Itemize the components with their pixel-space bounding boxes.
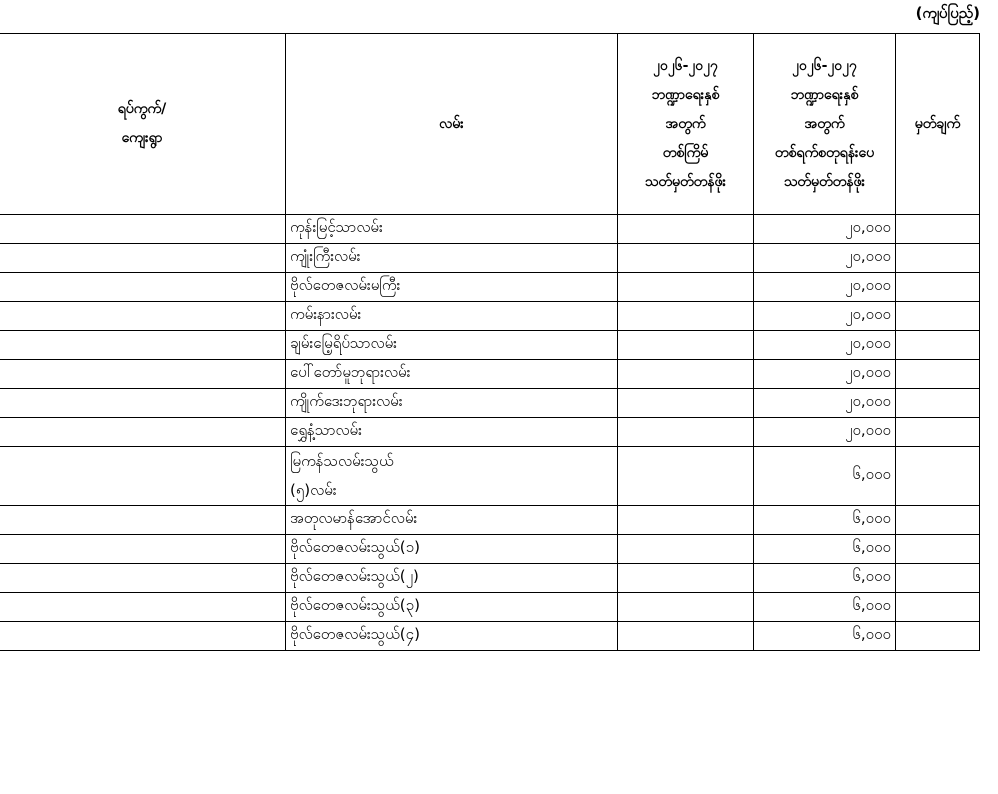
street-cell: ဗိုလ်တေဇလမ်းသွယ်(၁) — [286, 535, 618, 564]
ward-cell — [0, 389, 286, 418]
street-cell: ပေါ်တော်မူဘုရားလမ်း — [286, 360, 618, 389]
ward-cell — [0, 360, 286, 389]
header-street: လမ်း — [286, 34, 618, 215]
header-rate-per-day-line: ဘဏ္ဍာရေးနှစ် — [790, 86, 859, 103]
table-row — [0, 331, 980, 360]
rate-once-cell — [618, 302, 754, 331]
remark-cell — [896, 622, 980, 651]
header-rate-per-day-line: သတ်မှတ်တန်ဖိုး — [783, 173, 866, 190]
remark-cell — [896, 331, 980, 360]
remark-cell — [896, 418, 980, 447]
remark-cell — [896, 447, 980, 506]
remark-cell — [896, 535, 980, 564]
table-row — [0, 564, 980, 593]
table-row — [0, 506, 980, 535]
header-rate-once-line: ၂၀၂၆-၂၀၂၇ — [653, 57, 718, 74]
street-cell: ကျုံးကြီးလမ်း — [286, 244, 618, 273]
ward-cell — [0, 302, 286, 331]
rate-once-cell — [618, 273, 754, 302]
remark-cell — [896, 215, 980, 244]
rate-once-cell — [618, 535, 754, 564]
header-ward-line: ရပ်ကွက်/ — [117, 101, 167, 117]
street-cell: အတုလမာန်အောင်လမ်း — [286, 506, 618, 535]
remark-cell — [896, 273, 980, 302]
header-rate-per-day-line: တစ်ရက်စတုရန်းပေ — [774, 144, 875, 161]
header-rate-once-line: တစ်ကြိမ် — [662, 144, 709, 161]
street-cell: ကမ်းနားလမ်း — [286, 302, 618, 331]
table-row — [0, 418, 980, 447]
fee-table — [0, 33, 980, 651]
ward-cell — [0, 244, 286, 273]
header-row — [0, 34, 980, 215]
header-ward-line: ကျေးရွာ — [121, 130, 163, 146]
ward-cell — [0, 535, 286, 564]
table-row — [0, 389, 980, 418]
rate-per-day-cell: ၆,၀၀၀ — [754, 506, 896, 535]
ward-cell — [0, 273, 286, 302]
street-cell: ဗိုလ်တေဇလမ်းမကြီး — [286, 273, 618, 302]
rate-per-day-cell: ၂၀,၀၀၀ — [754, 215, 896, 244]
street-cell: ချမ်းမြေ့ရိပ်သာလမ်း — [286, 331, 618, 360]
header-rate-once-line: သတ်မှတ်တန်ဖိုး — [644, 173, 727, 190]
ward-cell — [0, 331, 286, 360]
street-cell — [286, 447, 618, 506]
street-cell-line: (၅)လမ်း — [290, 481, 337, 499]
table-row — [0, 622, 980, 651]
header-rate-per-day — [754, 34, 896, 215]
rate-once-cell — [618, 506, 754, 535]
rate-per-day-cell: ၂၀,၀၀၀ — [754, 360, 896, 389]
rate-once-cell — [618, 360, 754, 389]
street-cell: ကုန်းမြင့်သာလမ်း — [286, 215, 618, 244]
rate-per-day-cell: ၂၀,၀၀၀ — [754, 244, 896, 273]
table-row — [0, 244, 980, 273]
street-cell: ဗိုလ်တေဇလမ်းသွယ်(၄) — [286, 622, 618, 651]
rate-per-day-cell: ၆,၀၀၀ — [754, 564, 896, 593]
rate-per-day-cell: ၆,၀၀၀ — [754, 622, 896, 651]
header-rate-once-line: ဘဏ္ဍာရေးနှစ် — [651, 86, 720, 103]
rate-per-day-cell: ၆,၀၀၀ — [754, 593, 896, 622]
ward-cell — [0, 564, 286, 593]
rate-per-day-cell: ၆,၀၀၀ — [754, 535, 896, 564]
rate-per-day-cell: ၂၀,၀၀၀ — [754, 331, 896, 360]
street-cell: ကျိုက်ဒေးဘုရားလမ်း — [286, 389, 618, 418]
ward-cell — [0, 622, 286, 651]
remark-cell — [896, 360, 980, 389]
remark-cell — [896, 244, 980, 273]
table-row — [0, 302, 980, 331]
unit-label: (ကျပ်ပြည့်) — [915, 4, 980, 22]
header-rate-once-line: အတွက် — [665, 115, 706, 132]
table-row — [0, 215, 980, 244]
remark-cell — [896, 506, 980, 535]
street-cell-line: မြကန်သလမ်းသွယ် — [290, 452, 394, 470]
rate-once-cell — [618, 244, 754, 273]
remark-cell — [896, 593, 980, 622]
rate-per-day-cell: ၂၀,၀၀၀ — [754, 389, 896, 418]
rate-per-day-cell: ၂၀,၀၀၀ — [754, 302, 896, 331]
street-cell: ရွှေနံ့သာလမ်း — [286, 418, 618, 447]
rate-per-day-cell: ၆,၀၀၀ — [754, 447, 896, 506]
rate-once-cell — [618, 389, 754, 418]
remark-cell — [896, 302, 980, 331]
ward-cell — [0, 447, 286, 506]
header-rate-per-day-line: အတွက် — [804, 115, 845, 132]
ward-cell — [0, 593, 286, 622]
rate-once-cell — [618, 447, 754, 506]
header-remark: မှတ်ချက် — [896, 34, 980, 215]
header-rate-once — [618, 34, 754, 215]
header-rate-per-day-line: ၂၀၂၆-၂၀၂၇ — [792, 57, 857, 74]
rate-once-cell — [618, 593, 754, 622]
header-ward — [0, 34, 286, 215]
remark-cell — [896, 389, 980, 418]
street-cell: ဗိုလ်တေဇလမ်းသွယ်(၂) — [286, 564, 618, 593]
table-row — [0, 593, 980, 622]
street-cell: ဗိုလ်တေဇလမ်းသွယ်(၃) — [286, 593, 618, 622]
rate-once-cell — [618, 215, 754, 244]
ward-cell — [0, 506, 286, 535]
table-row — [0, 535, 980, 564]
table-row — [0, 447, 980, 506]
ward-cell — [0, 418, 286, 447]
table-row — [0, 360, 980, 389]
remark-cell — [896, 564, 980, 593]
ward-cell — [0, 215, 286, 244]
rate-per-day-cell: ၂၀,၀၀၀ — [754, 273, 896, 302]
rate-once-cell — [618, 418, 754, 447]
table-row — [0, 273, 980, 302]
rate-per-day-cell: ၂၀,၀၀၀ — [754, 418, 896, 447]
rate-once-cell — [618, 622, 754, 651]
rate-once-cell — [618, 331, 754, 360]
rate-once-cell — [618, 564, 754, 593]
